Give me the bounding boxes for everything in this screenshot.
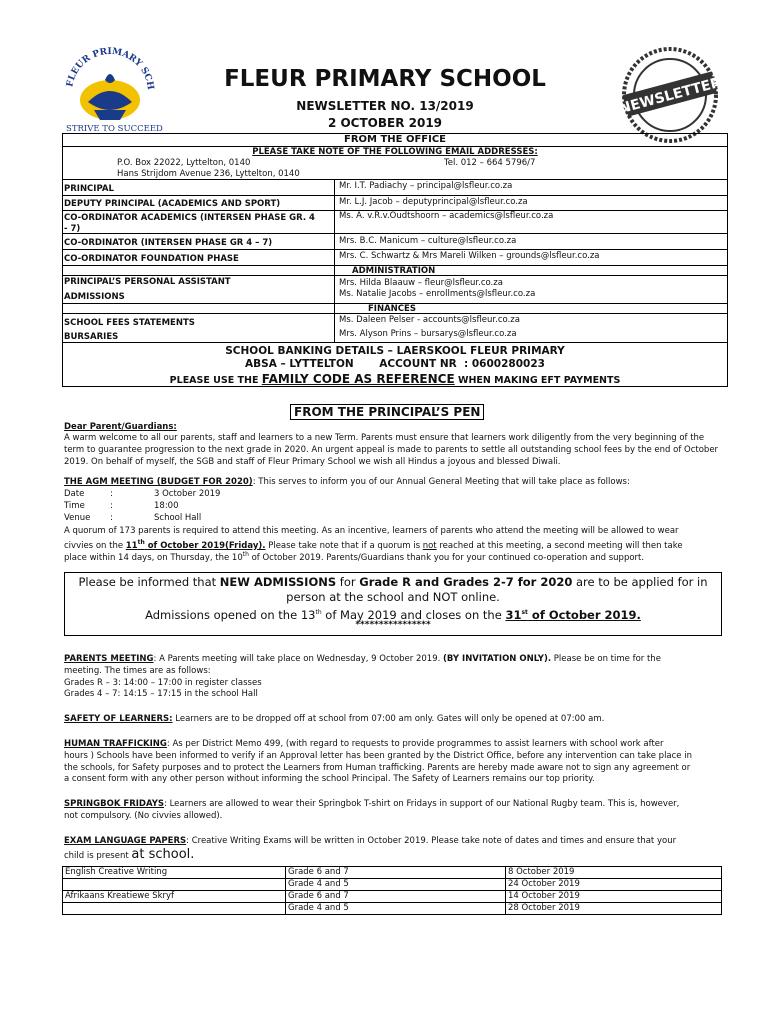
role-deputy: DEPUTY PRINCIPAL (ACADEMICS AND SPORT): [64, 199, 281, 209]
trafficking-line-2: hours ) Schools have been informed to verify if an Approval letter has been granted by the District Office, before any intervention can take place in: [64, 751, 692, 761]
exam-date: 24 October 2019: [506, 879, 722, 891]
banking-account: ABSA – LYTTELTON ACCOUNT NR : 0600280023: [245, 358, 545, 370]
admissions-line-3: Admissions opened on the 13th of May 2019 and closes on the 31st of October 2019.: [145, 607, 641, 622]
role-intersen: CO-ORDINATOR (INTERSEN PHASE GR 4 – 7): [64, 238, 273, 248]
trafficking-line-3: the schools, for Safety purposes and to protect the Learners from Human trafficking. Parents are hereby made aware not to sign any agreement or: [64, 763, 691, 773]
table-row: [63, 903, 722, 915]
exam-date: 14 October 2019: [506, 891, 722, 903]
exam-subject: [63, 879, 286, 891]
motto: STRIVE TO SUCCEED: [66, 124, 163, 134]
banking-title: SCHOOL BANKING DETAILS – LAERSKOOL FLEUR PRIMARY: [225, 345, 565, 357]
role-pa: PRINCIPAL’S PERSONAL ASSISTANT: [64, 277, 231, 287]
contact-bursaries: Mrs. Alyson Prins – bursarys@lsfleur.co.za: [339, 329, 517, 339]
agm-time-label: Time: [64, 501, 85, 511]
newsletter-number: NEWSLETTER NO. 13/2019: [296, 99, 474, 113]
quorum-line-3: place within 14 days, on Thursday, the 10th of October 2019. Parents/Guardians thank you for your continued co-operation and support.: [64, 551, 645, 563]
table-row: [63, 867, 722, 879]
table-row: [63, 891, 722, 903]
admissions-line-2: person at the school and NOT online.: [286, 590, 500, 604]
office-heading: FROM THE OFFICE: [343, 134, 447, 145]
stamp-text: NEWSLETTER: [620, 74, 720, 118]
exams-line-1: EXAM LANGUAGE PAPERS: Creative Writing Exams will be written in October 2019. Please take note of dates and times and ensure that your: [64, 836, 677, 846]
greeting: Dear Parent/Guardians:: [64, 422, 177, 432]
exam-grade: Grade 4 and 5: [286, 903, 506, 915]
exam-grade: Grade 6 and 7: [286, 891, 506, 903]
contact-academics: Ms. A. v.R.v.Oudtshoorn – academics@lsfleur.co.za: [339, 211, 554, 221]
quorum-line-2: civvies on the 11th of October 2019(Friday). Please take note that if a quorum is not reached at this meeting, a second meeting will then take: [64, 539, 683, 551]
agm-time-colon: :: [110, 501, 113, 511]
parents-meeting-line-3: Grades R – 3: 14:00 – 17:00 in register classes: [64, 678, 262, 688]
trafficking-line-4: a consent form with any other person without informing the school Principal. The Safety of Learners remains our top priority.: [64, 774, 595, 784]
parents-meeting-line-4: Grades 4 – 7: 14:15 – 17:15 in the school Hall: [64, 689, 258, 699]
telephone: Tel. 012 – 664 5796/7: [444, 158, 536, 168]
agm-venue-value: School Hall: [154, 513, 202, 523]
contact-principal: Mr. I.T. Padiachy – principal@lsfleur.co.za: [339, 181, 513, 191]
address-line-1: P.O. Box 22022, Lyttelton, 0140: [117, 158, 251, 168]
springbok-line-1: SPRINGBOK FRIDAYS: Learners are allowed to wear their Springbok T-shirt on Fridays in support of our National Rugby team. This is, however,: [64, 799, 680, 809]
contact-pa: Mrs. Hilda Blaauw – fleur@lsfleur.co.za: [339, 278, 503, 288]
address-line-2: Hans Strijdom Avenue 236, Lyttelton, 0140: [117, 169, 300, 179]
admissions-line-1: Please be informed that NEW ADMISSIONS for Grade R and Grades 2-7 for 2020 are to be applied for in: [78, 575, 708, 589]
welcome-paragraph: A warm welcome to all our parents, staff and learners to a new Term. Parents must ensure that learners work diligently from the very beginning of the term to guarantee progression to the next grade in 2020. An urgent appeal is made to parents to settle all outstanding school fees by the end of October 2019. On behalf of myself, the SGB and staff of Fleur Primary School we wish all Hindus a joyous and blessed Diwali.: [64, 433, 719, 467]
role-bursaries: BURSARIES: [64, 332, 119, 342]
pen-heading: FROM THE PRINCIPAL’S PEN: [290, 404, 484, 420]
contact-intersen: Mrs. B.C. Manicum – culture@lsfleur.co.za: [339, 236, 517, 246]
parents-meeting-line-2: meeting. The times are as follows:: [64, 666, 211, 676]
agm-date-colon: :: [110, 489, 113, 499]
exam-date: 28 October 2019: [506, 903, 722, 915]
role-academics-cont: - 7): [64, 224, 81, 234]
safety-line: SAFETY OF LEARNERS: Learners are to be dropped off at school from 07:00 am only. Gates will only be opened at 07:00 am.: [64, 714, 605, 724]
agm-venue-label: Venue: [64, 513, 91, 523]
springbok-line-2: not compulsory. (No civvies allowed).: [64, 811, 223, 821]
agm-venue-colon: :: [110, 513, 113, 523]
exam-grade: Grade 6 and 7: [286, 867, 506, 879]
admissions-box: [64, 572, 722, 636]
exam-grade: Grade 4 and 5: [286, 879, 506, 891]
quorum-line-1: A quorum of 173 parents is required to attend this meeting. As an incentive, learners of parents who attend the meeting will be allowed to wear: [64, 526, 679, 536]
table-row: [63, 879, 722, 891]
newsletter-date: 2 OCTOBER 2019: [327, 116, 443, 130]
role-fees: SCHOOL FEES STATEMENTS: [64, 318, 195, 328]
admissions-stars: ****************: [355, 620, 431, 630]
role-foundation: CO-ORDINATOR FOUNDATION PHASE: [64, 254, 239, 264]
contact-foundation: Mrs. C. Schwartz & Mrs Mareli Wilken – grounds@lsfleur.co.za: [339, 251, 600, 261]
agm-line: THE AGM MEETING (BUDGET FOR 2020): This serves to inform you of our Annual General Meeting that will take place as follows:: [64, 477, 630, 487]
logo-text: FLEUR PRIMARY SCH: [65, 46, 156, 91]
agm-date-label: Date: [64, 489, 85, 499]
exam-subject: [63, 903, 286, 915]
school-name: FLEUR PRIMARY SCHOOL: [224, 66, 546, 92]
eft-note: PLEASE USE THE FAMILY CODE AS REFERENCE WHEN MAKING EFT PAYMENTS: [169, 372, 621, 386]
exam-subject: English Creative Writing: [63, 867, 286, 879]
contact-fees: Ms. Daleen Pelser - accounts@lsfleur.co.za: [339, 315, 520, 325]
newsletter-stamp: [620, 45, 720, 145]
exams-line-2: child is present at school.: [64, 847, 195, 862]
exam-table: [62, 866, 722, 915]
role-admissions: ADMISSIONS: [64, 292, 125, 302]
contact-deputy: Mr. L.J. Jacob – deputyprincipal@lsfleur.co.za: [339, 197, 528, 207]
email-note: PLEASE TAKE NOTE OF THE FOLLOWING EMAIL ADDRESSES:: [252, 147, 538, 157]
exam-subject: Afrikaans Kreatiewe Skryf: [63, 891, 286, 903]
exam-date: 8 October 2019: [506, 867, 722, 879]
trafficking-line-1: HUMAN TRAFFICKING: As per District Memo 499, (with regard to requests to provide programmes to assist learners with school work after: [64, 739, 664, 749]
agm-time-value: 18:00: [154, 501, 179, 511]
finances-heading: FINANCES: [368, 304, 416, 314]
contact-admissions: Ms. Natalie Jacobs – enrollments@lsfleur.co.za: [339, 289, 536, 299]
agm-date-value: 3 October 2019: [154, 489, 221, 499]
parents-meeting-line-1: PARENTS MEETING: A Parents meeting will take place on Wednesday, 9 October 2019. (BY INVITATION ONLY). Please be on time for the: [64, 654, 661, 664]
admin-heading: ADMINISTRATION: [352, 266, 436, 276]
role-principal: PRINCIPAL: [64, 184, 114, 194]
role-academics: CO-ORDINATOR ACADEMICS (INTERSEN PHASE GR. 4: [64, 213, 315, 223]
